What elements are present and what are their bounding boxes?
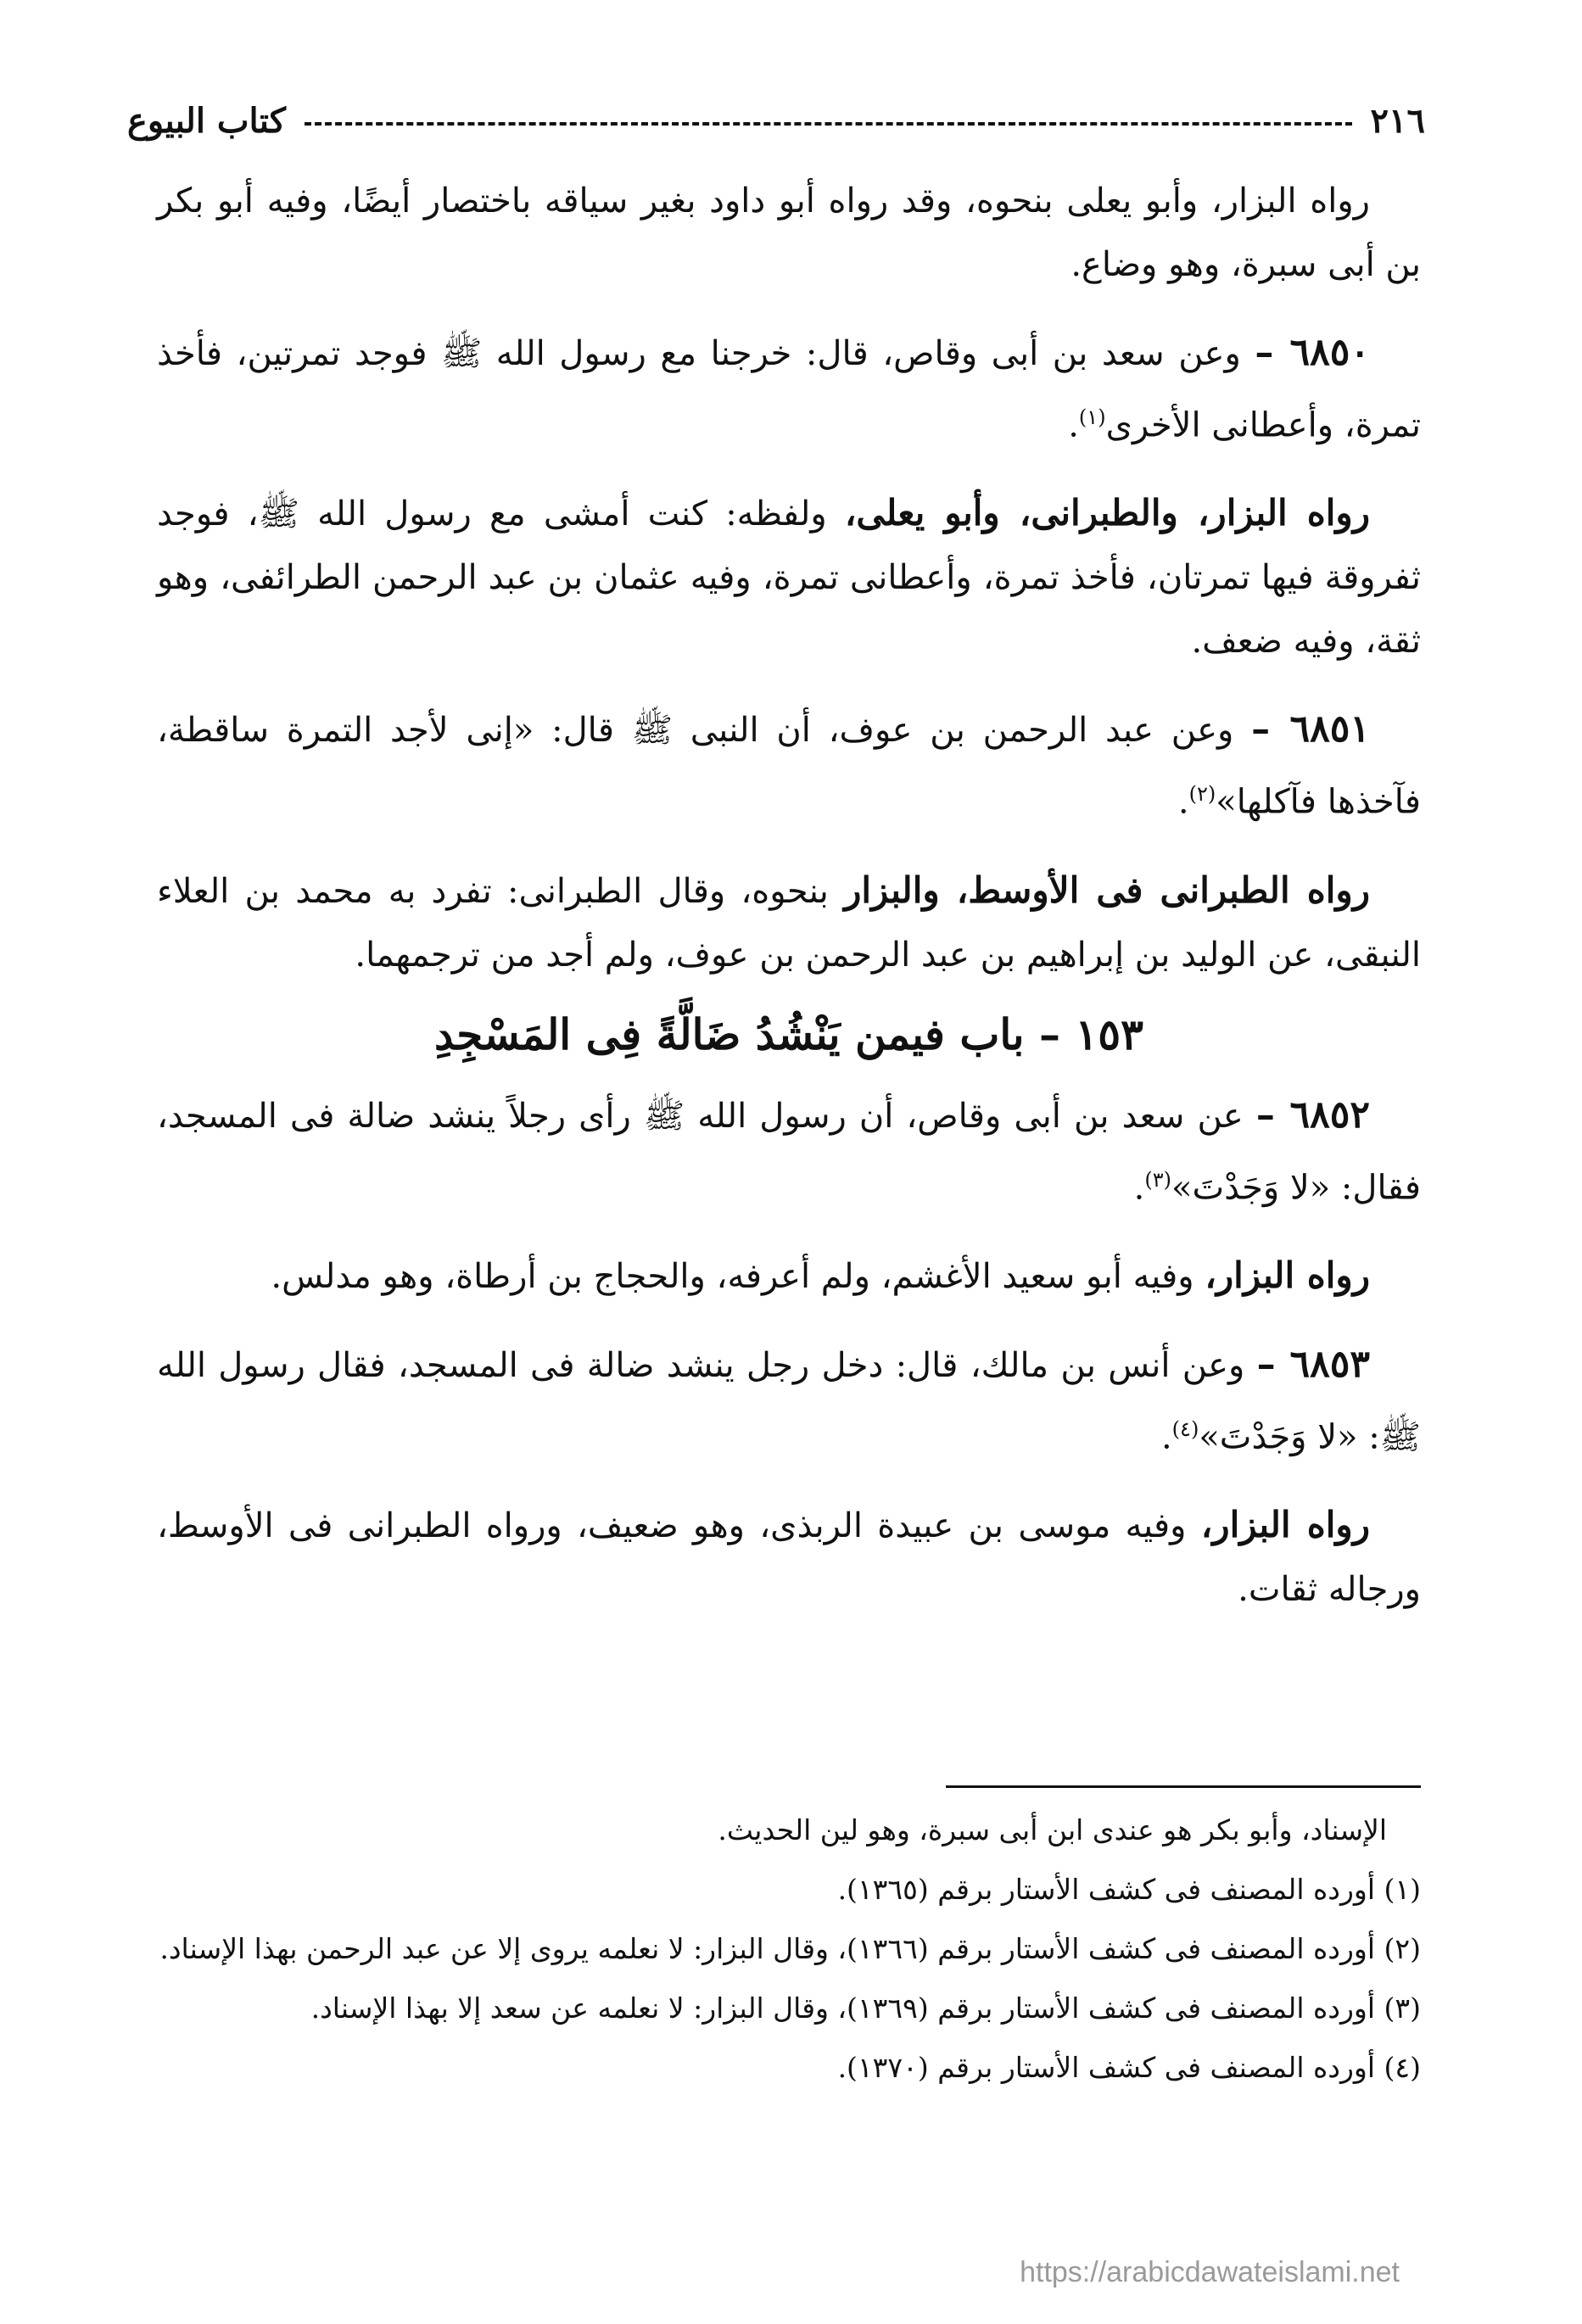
footnote-ref: (٤) [1171,1416,1199,1441]
footnote-4: (٤) أورده المصنف فى كشف الأستار برقم (١٣٧٠). [837,2051,1421,2084]
source-bold: رواه البزار، [1200,1504,1370,1546]
commentary-paragraph [157,481,1421,673]
source-bold: رواه البزار، والطبرانى، وأبو يعلى، [844,492,1371,534]
footnote-ref: (٣) [1144,1167,1172,1192]
book-title: كتاب البيوع [127,100,286,141]
chapter-heading: ١٥٣ – باب فيمن يَنْشُدُ ضَالَّةً فِى المَسْجِدِ [434,1008,1143,1059]
hadith-text: وعن عبد الرحمن بن عوف، أن النبى ﷺ قال: «إنى لأجد التمرة ساقطة، فآخذها فآكلها» [157,711,1421,822]
source-bold: رواه الطبرانى فى الأوسط، والبزار [844,869,1370,911]
hadith-6853: ٦٨٥٣ – وعن أنس بن مالك، قال: دخل رجل ينشد ضالة فى المسجد، فقال رسول الله ﷺ: «لا وَجَدْتَ»$^{(٤)}$. [157,1342,1421,1457]
commentary-paragraph [157,1243,1421,1309]
footnote-3: (٣) أورده المصنف فى كشف الأستار برقم (١٣٦٩)، وقال البزار: لا نعلمه عن سعد إلا بهذا الإسناد. [310,1992,1421,2025]
hadith-number: ٦٨٥٣ – [1256,1342,1370,1386]
main-text [157,170,1421,1645]
hadith-number: ٦٨٥١ – [1251,707,1370,751]
watermark-url: https://arabicdawateislami.net [1020,2256,1400,2288]
commentary-text: ولفظه: كنت أمشى مع رسول الله ﷺ، فوجد ثفروقة فيها تمرتان، فأخذ تمرة، وأعطانى تمرة، وفيه عثمان بن عبد الرحمن الطرائفى، وهو ثقة، وفيه ضعف. [157,494,1421,662]
commentary-text: وفيه موسى بن عبيدة الربذى، وهو ضعيف، ورواه الطبرانى فى الأوسط، ورجاله ثقات. [157,1506,1421,1610]
running-header [127,95,1425,146]
footnote-1: (١) أورده المصنف فى كشف الأستار برقم (١٣٦٥). [837,1873,1421,1906]
footnote-divider [946,1785,1421,1788]
footnotes [157,1805,1421,2102]
hadith-text: عن سعد بن أبى وقاص، أن رسول الله ﷺ رأى رجلاً ينشد ضالة فى المسجد، فقال: «لا وَجَدْتَ» [157,1096,1421,1207]
footnote-2: (٢) أورده المصنف فى كشف الأستار برقم (١٣٦٦)، وقال البزار: لا نعلمه يروى إلا عن عبد الرحمن بهذا الإسناد. [159,1932,1421,1965]
footnote-ref: (٢) [1188,782,1216,807]
header-dashes [305,122,1352,126]
commentary-text: وفيه أبو سعيد الأغشم، ولم أعرفه، والحجاج بن أرطاة، وهو مدلس. [271,1256,1194,1296]
commentary-paragraph: رواه البزار، وأبو يعلى بنحوه، وقد رواه أبو داود بغير سياقه باختصار أيضًا، وفيه أبو بكر بن أبى سبرة، وهو وضاع. [157,182,1421,284]
commentary-text: بنحوه، وقال الطبرانى: تفرد به محمد بن العلاء النبقى، عن الوليد بن إبراهيم بن عبد الرحمن بن عوف، ولم أجد من ترجمهما. [157,871,1421,975]
hadith-text: وعن سعد بن أبى وقاص، قال: خرجنا مع رسول الله ﷺ فوجد تمرتين، فأخذ تمرة، وأعطانى الأخرى [157,334,1421,445]
hadith-6850: ٦٨٥٠ – وعن سعد بن أبى وقاص، قال: خرجنا مع رسول الله ﷺ فوجد تمرتين، فأخذ تمرة، وأعطانى الأخرى$^{(١)}$. [157,331,1421,445]
commentary-paragraph [157,1493,1421,1622]
hadith-number: ٦٨٥٠ – [1255,331,1370,374]
hadith-6852: ٦٨٥٢ – عن سعد بن أبى وقاص، أن رسول الله ﷺ رأى رجلاً ينشد ضالة فى المسجد، فقال: «لا وَجَدْتَ»$^{(٣)}$. [157,1092,1421,1207]
hadith-6851: ٦٨٥١ – وعن عبد الرحمن بن عوف، أن النبى ﷺ قال: «إنى لأجد التمرة ساقطة، فآخذها فآكلها»$^{(٢)}$. [157,707,1421,822]
hadith-text: وعن أنس بن مالك، قال: دخل رجل ينشد ضالة فى المسجد، فقال رسول الله ﷺ: «لا وَجَدْتَ» [157,1345,1421,1457]
page-number: ٢١٦ [1370,100,1425,141]
footnote-ref: (١) [1078,405,1106,429]
footnote-continuation: الإسناد، وأبو بكر هو عندى ابن أبى سبرة، وهو لين الحديث. [718,1813,1387,1846]
hadith-number: ٦٨٥٢ – [1255,1092,1370,1137]
source-bold: رواه البزار، [1205,1254,1370,1296]
commentary-paragraph [157,858,1421,987]
